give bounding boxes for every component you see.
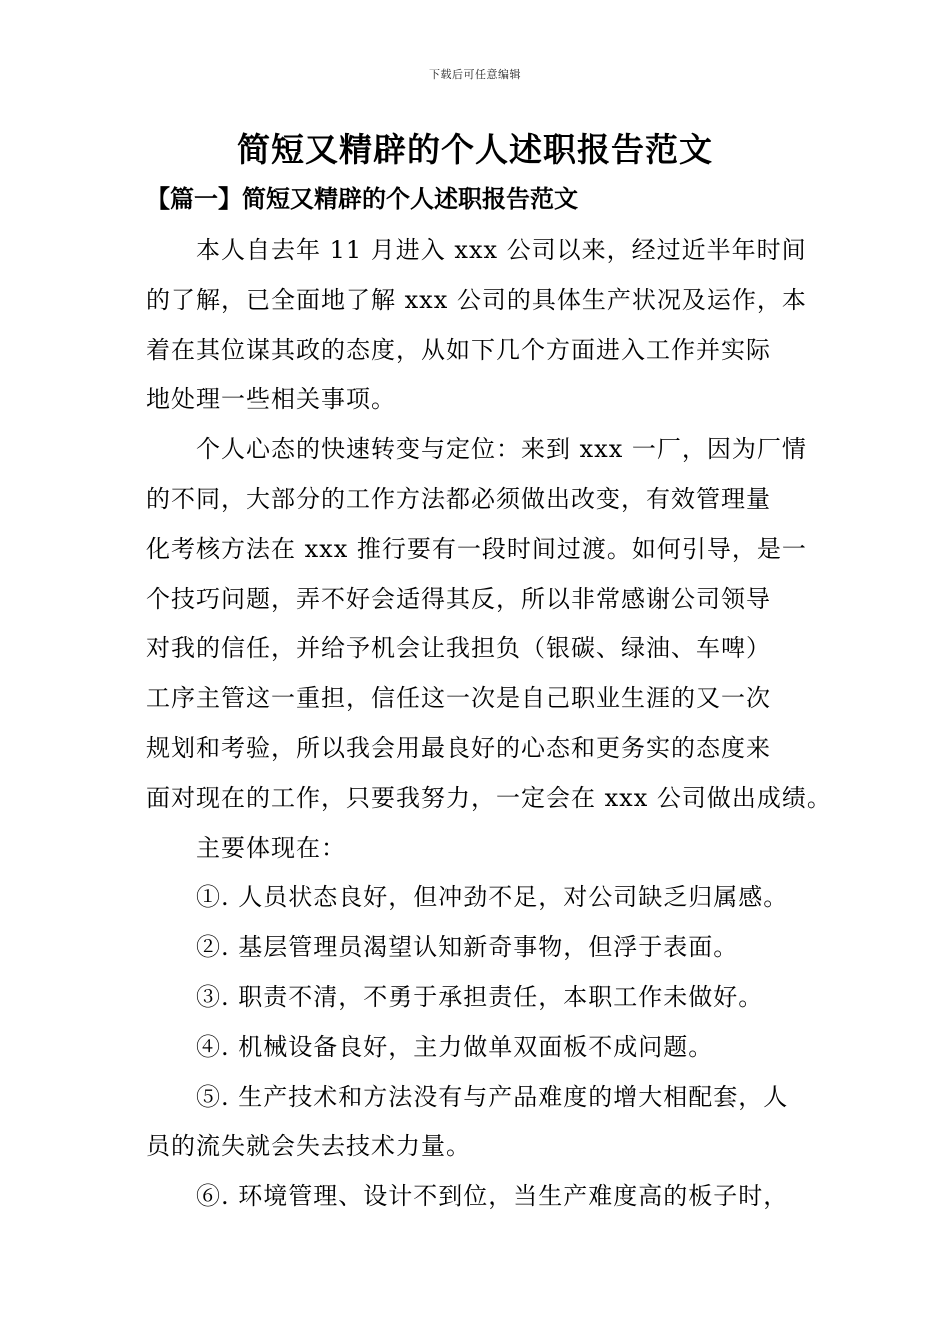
list-item-6	[146, 1172, 816, 1222]
paragraph-main-points-heading	[146, 824, 816, 874]
document-body	[146, 226, 832, 1222]
list-item-5	[146, 1073, 816, 1173]
section-heading: 【篇一】简短又精辟的个人述职报告范文	[146, 184, 578, 213]
paragraph-intro	[146, 226, 816, 425]
paragraph-line: 工序主管这一重担，信任这一次是自己职业生涯的又一次	[146, 684, 771, 713]
document-title: 简短又精辟的个人述职报告范文	[237, 130, 713, 169]
paragraph-line: ①. 人员状态良好，但冲劲不足，对公司缺乏归属感。	[196, 883, 789, 912]
paragraph-line: 地处理一些相关事项。	[146, 385, 396, 414]
paragraph-line: 个人心态的快速转变与定位：来到 xxx 一厂，因为厂情	[196, 435, 807, 464]
paragraph-line: 化考核方法在 xxx 推行要有一段时间过渡。如何引导，是一	[146, 534, 807, 563]
list-item-3	[146, 973, 816, 1023]
paragraph-line: 本人自去年 11 月进入 xxx 公司以来，经过近半年时间	[196, 236, 807, 264]
header-note: 下载后可任意编辑	[429, 68, 521, 81]
paragraph-line: 规划和考验，所以我会用最良好的心态和更务实的态度来	[146, 733, 771, 762]
paragraph-line: 着在其位谋其政的态度，从如下几个方面进入工作并实际	[146, 335, 771, 364]
paragraph-line: 个技巧问题，弄不好会适得其反，所以非常感谢公司领导	[146, 584, 771, 613]
paragraph-line: ④. 机械设备良好，主力做单双面板不成问题。	[196, 1032, 714, 1061]
list-item-1	[146, 873, 816, 923]
list-item-2	[146, 923, 816, 973]
paragraph-line: ⑤. 生产技术和方法没有与产品难度的增大相配套，人	[196, 1082, 789, 1111]
paragraph-line: 主要体现在：	[196, 833, 346, 862]
paragraph-line: 对我的信任，并给予机会让我担负（银碳、绿油、车啤）	[146, 634, 771, 663]
paragraph-line: ⑥. 环境管理、设计不到位，当生产难度高的板子时，	[196, 1182, 789, 1211]
paragraph-line: 的了解，已全面地了解 xxx 公司的具体生产状况及运作，本	[146, 285, 807, 314]
paragraph-mindset	[146, 425, 832, 823]
paragraph-line: 员的流失就会失去技术力量。	[146, 1132, 471, 1161]
list-item-4	[146, 1023, 816, 1073]
paragraph-line: ②. 基层管理员渴望认知新奇事物，但浮于表面。	[196, 933, 739, 962]
paragraph-line: 面对现在的工作，只要我努力，一定会在 xxx 公司做出成绩。	[146, 783, 832, 812]
paragraph-line: ③. 职责不清，不勇于承担责任，本职工作未做好。	[196, 982, 764, 1011]
paragraph-line: 的不同，大部分的工作方法都必须做出改变，有效管理量	[146, 484, 771, 513]
